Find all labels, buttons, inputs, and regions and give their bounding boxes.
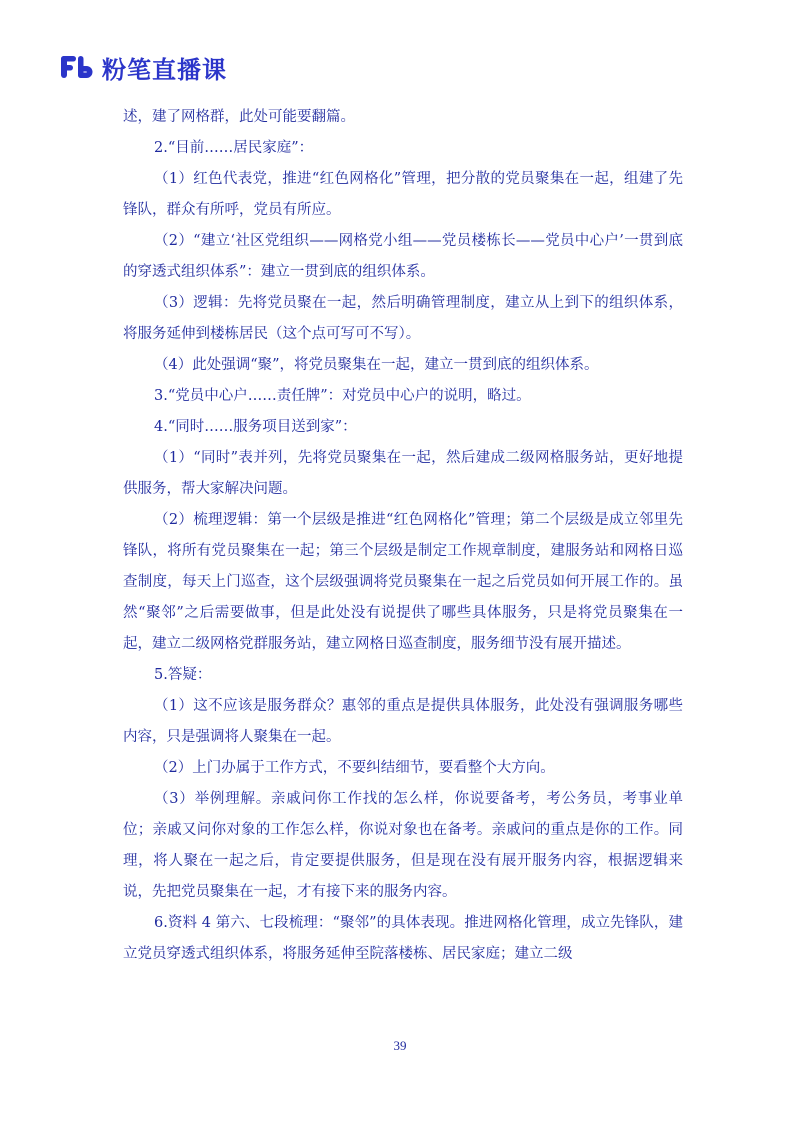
paragraph: （2）梳理逻辑：第一个层级是推进“红色网格化”管理；第二个层级是成立邻里先锋队，将所有党员聚集在一起；第三个层级是制定工作规章制度，建服务站和网格日巡查制度，每天上门巡查，这个层级强调将党员聚集在一起之后党员如何开展工作的。虽然“聚邻”之后需要做事，但是此处没有说提供了哪些具体服务，只是将党员聚集在一起，建立二级网格党群服务站，建立网格日巡查制度，服务细节没有展开描述。 xyxy=(123,512,683,652)
paragraph: 3.“党员中心户……责任牌”：对党员中心户的说明，略过。 xyxy=(154,388,531,404)
paragraph: （1）这不应该是服务群众？惠邻的重点是提供具体服务，此处没有强调服务哪些内容，只是强调将人聚集在一起。 xyxy=(123,698,683,745)
paragraph: （4）此处强调“聚”，将党员聚集在一起，建立一贯到底的组织体系。 xyxy=(154,357,599,373)
paragraph: 述，建了网格群，此处可能要翻篇。 xyxy=(123,109,355,125)
paragraph: 5.答疑： xyxy=(154,667,212,683)
paragraph: （2）上门办属于工作方式，不要纠结细节，要看整个大方向。 xyxy=(154,760,555,776)
paragraph: （3）逻辑：先将党员聚在一起，然后明确管理制度，建立从上到下的组织体系，将服务延伸到楼栋居民（这个点可写可不写）。 xyxy=(123,295,683,342)
paragraph: （2）“建立‘社区党组织——网格党小组——党员楼栋长——党员中心户’一贯到底的穿透式组织体系”：建立一贯到底的组织体系。 xyxy=(123,233,683,280)
paragraph: （1）红色代表党，推进“红色网格化”管理，把分散的党员聚集在一起，组建了先锋队，群众有所呼，党员有所应。 xyxy=(123,171,683,218)
paragraph: 2.“目前……居民家庭”： xyxy=(154,140,314,156)
page-number: 39 xyxy=(393,1038,407,1053)
document-body xyxy=(123,102,683,970)
brand-name: 粉笔直播课 xyxy=(102,55,227,84)
paragraph: （1）“同时”表并列，先将党员聚集在一起，然后建成二级网格服务站，更好地提供服务，帮大家解决问题。 xyxy=(123,450,683,497)
fb-logo-icon xyxy=(60,54,94,80)
paragraph: 4.“同时……服务项目送到家”： xyxy=(154,419,357,435)
paragraph: 6.资料 4 第六、七段梳理：“聚邻”的具体表现。推进网格化管理，成立先锋队，建立党员穿透式组织体系，将服务延伸至院落楼栋、居民家庭；建立二级 xyxy=(123,915,683,962)
paragraph: （3）举例理解。亲戚问你工作找的怎么样，你说要备考，考公务员，考事业单位；亲戚又问你对象的工作怎么样，你说对象也在备考。亲戚问的重点是你的工作。同理，将人聚在一起之后，肯定要提供服务，但是现在没有展开服务内容，根据逻辑来说，先把党员聚集在一起，才有接下来的服务内容。 xyxy=(123,791,683,900)
header xyxy=(60,50,227,84)
